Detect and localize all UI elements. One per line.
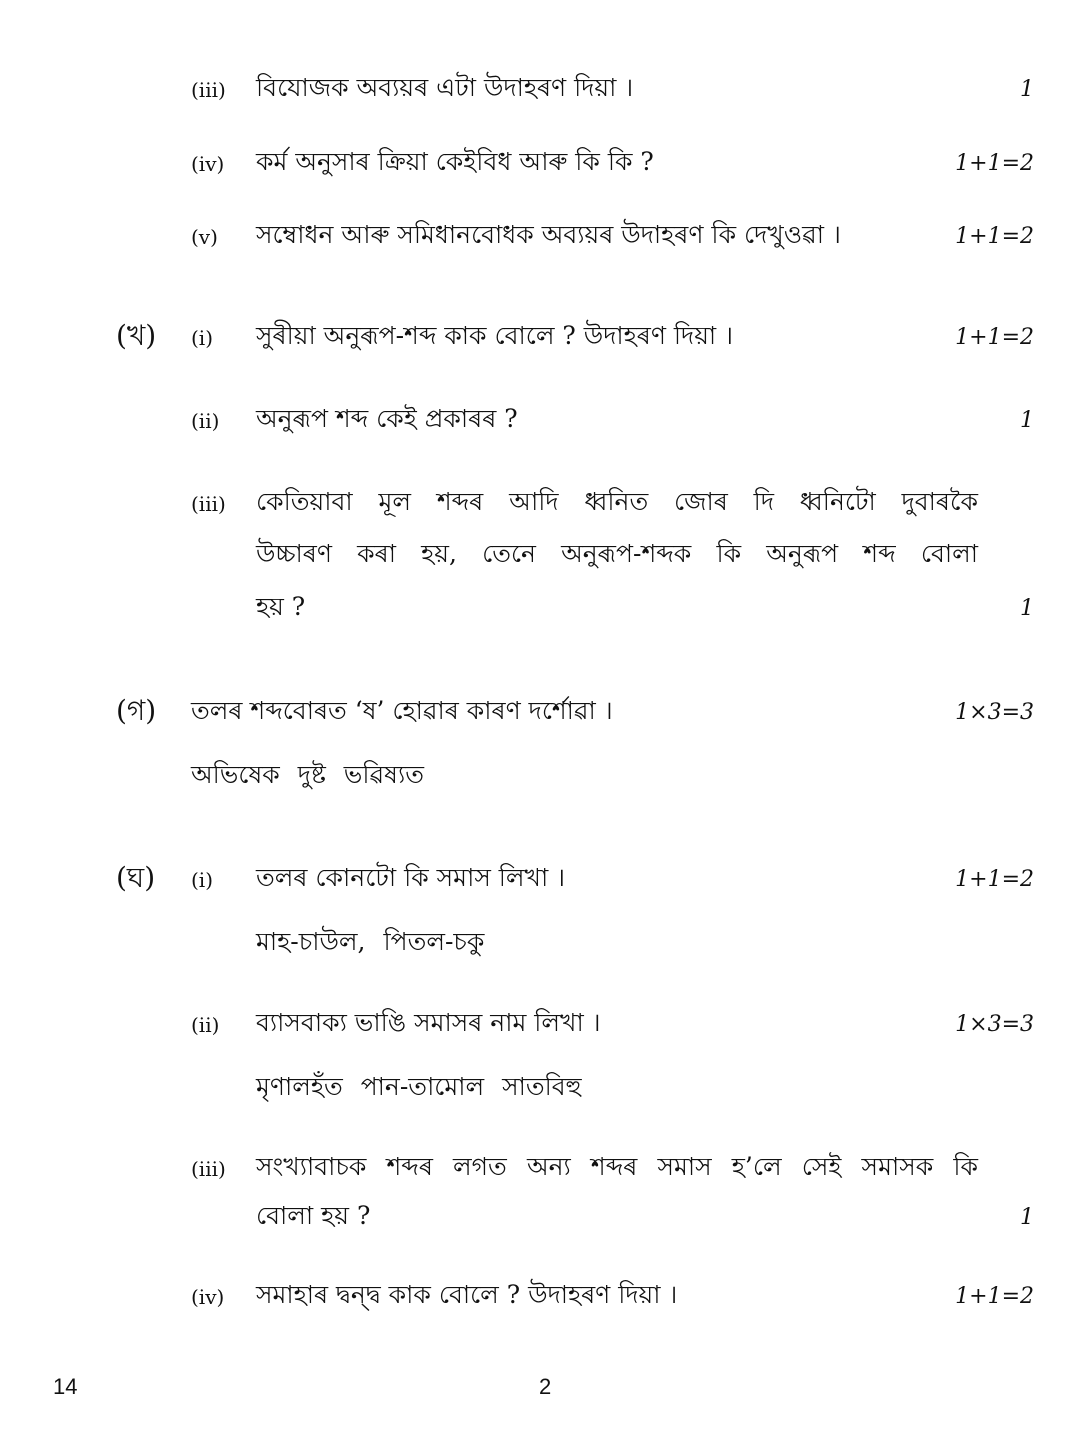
item-number: (iv)	[191, 1285, 225, 1309]
question-text: উচ্চাৰণ কৰা হয়, তেনে অনুৰূপ-শব্দক কি অনুৰূপ শব্দ বোলা	[256, 539, 978, 568]
paper-code: 14	[53, 1374, 78, 1399]
section-gha-item-iv	[0, 1275, 1091, 1315]
section-ga-question	[0, 691, 1091, 731]
marks-label: 1	[1020, 1205, 1034, 1230]
item-number: (ii)	[191, 409, 220, 433]
marks-label: 1+1=2	[955, 1284, 1034, 1309]
section-gha-item-i	[0, 858, 1091, 898]
section-gha-item-ii-words	[0, 1067, 1091, 1107]
section-kha-item-i	[0, 316, 1091, 356]
question-text: অনুৰূপ শব্দ কেই প্ৰকাৰৰ ?	[256, 404, 518, 433]
section-gha-item-iii-line1	[0, 1147, 1091, 1187]
question-item-v	[0, 215, 1091, 255]
item-number: (ii)	[191, 1013, 220, 1037]
marks-label: 1	[1020, 408, 1034, 433]
section-gha-item-iii-line2	[0, 1196, 1091, 1236]
marks-label: 1	[1020, 77, 1034, 102]
section-kha-item-iii-line3	[0, 587, 1091, 627]
section-gha-item-ii	[0, 1003, 1091, 1043]
section-kha-item-iii-line2	[0, 534, 1091, 574]
question-text: কেতিয়াবা মূল শব্দৰ আদি ধ্বনিত জোৰ দি ধ্বনিটো দুবাৰকৈ	[256, 487, 978, 516]
item-number: (i)	[191, 868, 214, 892]
question-text: হয় ?	[256, 592, 306, 621]
section-gha-item-i-words	[0, 922, 1091, 962]
question-text: বিযোজক অব্যয়ৰ এটা উদাহৰণ দিয়া ।	[256, 73, 634, 102]
marks-label: 1×3=3	[955, 1012, 1034, 1037]
item-number: (iv)	[191, 152, 225, 176]
section-label-ga: (গ)	[116, 694, 157, 727]
section-ga-words	[0, 755, 1091, 795]
question-text: বোলা হয় ?	[256, 1201, 371, 1230]
question-text: সমাহাৰ দ্বন্দ্ব কাক বোলে ? উদাহৰণ দিয়া ।	[256, 1280, 678, 1309]
item-number: (iii)	[191, 492, 226, 516]
section-label-gha: (ঘ)	[116, 861, 156, 894]
section-label-kha: (খ)	[116, 319, 157, 352]
section-kha-item-ii	[0, 399, 1091, 439]
item-number: (i)	[191, 326, 214, 350]
question-item-iv	[0, 142, 1091, 182]
item-number: (v)	[191, 225, 218, 249]
question-text: সংখ্যাবাচক শব্দৰ লগত অন্য শব্দৰ সমাস হ’লে সেই সমাসক কি	[256, 1152, 978, 1181]
word-list: অভিষেক দুষ্ট ভৱিষ্যত	[191, 760, 424, 789]
question-text: কৰ্ম অনুসাৰ ক্ৰিয়া কেইবিধ আৰু কি কি ?	[256, 147, 654, 176]
page-number: 2	[539, 1374, 552, 1399]
marks-label: 1+1=2	[955, 325, 1034, 350]
question-text: ব্যাসবাক্য ভাঙি সমাসৰ নাম লিখা ।	[256, 1008, 601, 1037]
marks-label: 1+1=2	[955, 224, 1034, 249]
marks-label: 1	[1020, 596, 1034, 621]
word-list: মৃণালহঁত পান-তামোল সাতবিহু	[256, 1072, 582, 1101]
question-text: তলৰ শব্দবোৰত ‘ষ’ হোৱাৰ কাৰণ দৰ্শোৱা ।	[191, 696, 613, 725]
item-number: (iii)	[191, 78, 226, 102]
question-text: সুৰীয়া অনুৰূপ-শব্দ কাক বোলে ? উদাহৰণ দিয়া ।	[256, 321, 734, 350]
marks-label: 1+1=2	[955, 151, 1034, 176]
section-kha-item-iii-line1	[0, 482, 1091, 522]
item-number: (iii)	[191, 1157, 226, 1181]
marks-label: 1+1=2	[955, 867, 1034, 892]
question-item-iii	[0, 68, 1091, 108]
question-text: সম্বোধন আৰু সমিধানবোধক অব্যয়ৰ উদাহৰণ কি দেখুওৱা ।	[256, 220, 841, 249]
word-list: মাহ-চাউল, পিতল-চকু	[256, 927, 485, 956]
marks-label: 1×3=3	[955, 700, 1034, 725]
question-text: তলৰ কোনটো কি সমাস লিখা ।	[256, 863, 566, 892]
